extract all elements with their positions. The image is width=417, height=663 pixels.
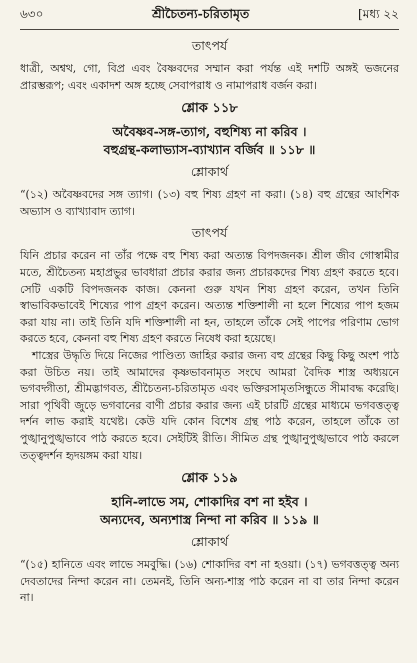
verse-number-119: শ্লোক ১১৯ [181, 471, 238, 487]
section-heading-translation-118: শ্লোকার্থ [190, 164, 229, 180]
book-title: শ্রীচৈতন্য-চরিতামৃত [152, 6, 250, 21]
verse-line-118-a: অবৈষ্ণব-সঙ্গ-ত্যাগ, বহুশিষ্য না করিব । [112, 124, 307, 140]
chapter-reference: [মধ্য ২২ [358, 7, 399, 21]
running-header [20, 6, 399, 30]
verse-line-118-b: বহুগ্রন্থ-কলাভ্যাস-ব্যাখ্যান বর্জিব ॥ ১১৮ ॥ [103, 142, 316, 158]
section-heading-purport-118: তাৎপর্য [191, 225, 228, 241]
page-number: ৬৩০ [20, 7, 44, 21]
purport-paragraph-118-b: শাস্ত্রের উদ্ধৃতি দিয়ে নিজের পাণ্ডিত্য জাহির করার জন্য বহু গ্রন্থের কিছু কিছু অংশ পাঠ করা উচিত নয়। তাই আমাদের কৃষ্ণভাবনামৃত সংঘে আমরা বৈদিক শাস্ত্র অধ্যয়নে ভগবদ্গীতা, শ্রীমদ্ভাগবত, শ্রীচৈতন্য-চরিতামৃত এবং ভক্তিরসামৃতসিন্ধুতে সীমাবদ্ধ করেছি। সারা পৃথিবী জুড়ে ভগবানের বাণী প্রচার করার জন্য এই চারটি গ্রন্থের মাধ্যমে ভগবত্তত্ত্ব দর্শন লাভ করাই যথেষ্ট। কেউ যদি কোন বিশেষ গ্রন্থ পাঠ করেন, তাহলে তাঁকে তা পুঙ্খানুপুঙ্খভাবে পাঠ করতে হবে। সেইটিই রীতি। সীমিত গ্রন্থ পুঙ্খানুপুঙ্খভাবে পাঠ করলে তত্ত্বদর্শন হৃদয়ঙ্গম করা যায়। [20, 348, 399, 462]
purport-paragraph-118-a: যিনি প্রচার করেন না তাঁর পক্ষে বহু শিষ্য করা অত্যন্ত বিপদজনক। শ্রীল জীব গোস্বামীর মতে, শ্রীচৈতন্য মহাপ্রভুর ভাবধারা প্রচার করার জন্য প্রচারকদের শিষ্য গ্রহণ করতে হবে। সেটি একটি বিপদজনক কাজ। কেননা গুরু যখন শিষ্য গ্রহণ করেন, তখন তিনি স্বাভাবিকভাবেই শিষ্যের পাপ গ্রহণ করেন। অত্যন্ত শক্তিশালী না হলে শিষ্যের পাপ হজম করা যায় না। তাই তিনি যদি শক্তিশালী না হন, তাহলে তাঁকে সেই পাপের পরিণাম ভোগ করতে হবে, কেননা বহু শিষ্য গ্রহণ করতে নিষেধ করা হয়েছে। [20, 249, 399, 346]
verse-number-118: শ্লোক ১১৮ [181, 101, 238, 117]
section-heading-purport-1: তাৎপর্য [191, 38, 228, 53]
translation-paragraph-118: “(১২) অবৈষ্ণবদের সঙ্গ ত্যাগ। (১৩) বহু শিষ্য গ্রহণ না করা। (১৪) বহু গ্রন্থের আংশিক অভ্যাস ও ব্যাখ্যাবাদ ত্যাগ। [20, 188, 399, 218]
purport-paragraph-1: ধাত্রী, অশ্বথ, গো, বিপ্র এবং বৈষ্ণবদের সম্মান করা পর্যন্ত এই দশটি অঙ্গই ভজনের প্রারম্ভরূপ; এবং একাদশ অঙ্গ হচ্ছে সেবাপরাধ ও নামাপরাধ বর্জন করা। [20, 62, 399, 92]
verse-line-119-a: হানি-লাভে সম, শোকাদির বশ না হইব । [111, 494, 308, 510]
section-heading-translation-119: শ্লোকার্থ [190, 534, 229, 550]
translation-paragraph-119: “(১৫) হানিতে এবং লাভে সমবুদ্ধি। (১৬) শোকাদির বশ না হওয়া। (১৭) ভগবত্তত্ত্ব অন্য দেবতাদের নিন্দা করেন না। তেমনই, তিনি অন্য-শাস্ত্র পাঠ করেন না বা তার নিন্দা করেন না। [20, 558, 399, 605]
verse-line-119-b: অন্যদেব, অন্যশাস্ত্র নিন্দা না করিব ॥ ১১৯ ॥ [100, 512, 319, 528]
